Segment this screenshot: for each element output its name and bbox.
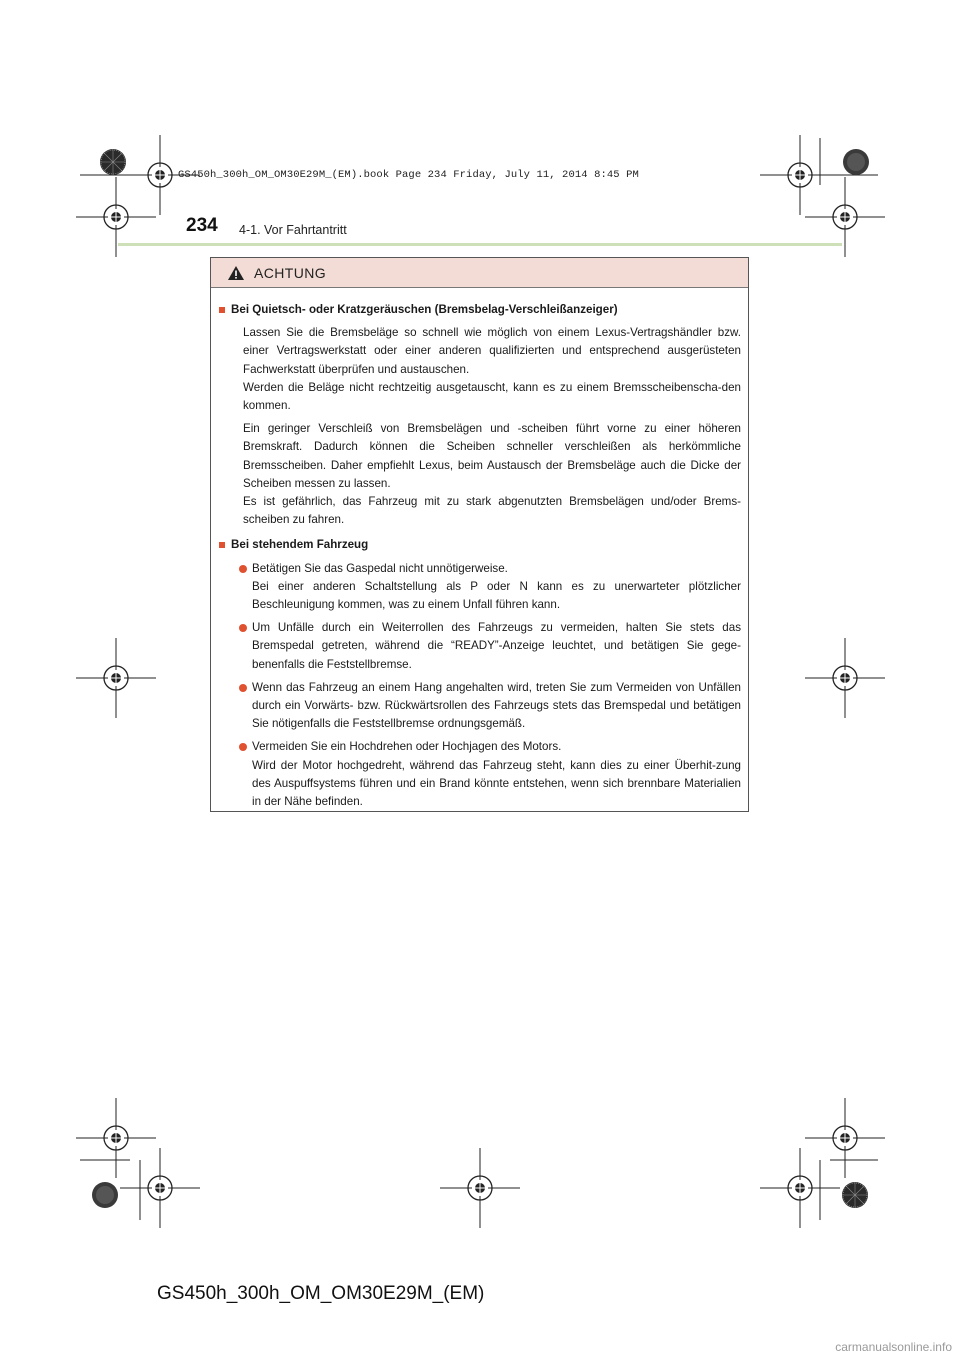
section-title: 4-1. Vor Fahrtantritt <box>239 223 347 237</box>
item-heading <box>219 301 741 319</box>
page-number: 234 <box>186 215 218 236</box>
print-header: GS450h_300h_OM_OM30E29M_(EM).book Page 234 Friday, July 11, 2014 8:45 PM <box>178 169 639 181</box>
round-bullet-icon <box>239 624 247 632</box>
warning-body <box>211 288 748 811</box>
square-bullet-icon <box>219 542 225 548</box>
wheel-mark-bottom-right <box>842 1182 868 1208</box>
paragraph: Lassen Sie die Bremsbeläge so schnell wie möglich von einem Lexus-Vertragshändler bzw. einer Vertragswerkstatt oder einer anderen qualifizierten und entsprechend ausgerüsteten Fachwerkstatt überprüfen und austauschen. <box>243 326 741 376</box>
item-heading <box>219 536 741 554</box>
warning-header <box>211 258 748 288</box>
square-bullet-icon <box>219 307 225 313</box>
warning-title: ACHTUNG <box>254 264 327 281</box>
round-bullet-icon <box>239 684 247 692</box>
bullet-text: Um Unfälle durch ein Weiterrollen des Fahrzeugs zu vermeiden, halten Sie stets das Bremspedal getreten, während die “READY”-Anzeige leuchtet, und betätigen Sie gege-benenfalls die Feststellbremse. <box>252 621 741 671</box>
footer-code: GS450h_300h_OM_OM30E29M_(EM) <box>157 1283 485 1304</box>
list-item <box>239 560 741 615</box>
crosshair-mark <box>760 135 840 215</box>
item-title: Bei Quietsch- oder Kratzgeräuschen (Bremsbelag-Verschleißanzeiger) <box>231 303 618 316</box>
crosshair-mark <box>440 1148 520 1228</box>
dark-mark-bottom-left <box>92 1182 118 1208</box>
bullet-text: Betätigen Sie das Gaspedal nicht unnötigerweise. <box>252 561 508 575</box>
watermark-link[interactable]: carmanualsonline.info <box>835 1340 952 1354</box>
crosshair-mark <box>76 638 156 718</box>
list-item <box>239 679 741 734</box>
crosshair-mark <box>76 1098 156 1178</box>
list-item <box>239 738 741 811</box>
bullet-text: Bei einer anderen Schaltstellung als P oder N kann es zu unerwarteter plötzlicher Beschleunigung kommen, was zu einem Unfall führen kann. <box>252 579 741 612</box>
round-bullet-icon <box>239 565 247 573</box>
item-title: Bei stehendem Fahrzeug <box>231 538 369 552</box>
dark-mark-top-right <box>843 149 869 175</box>
crosshair-mark <box>805 638 885 718</box>
paragraph: Ein geringer Verschleiß von Bremsbelägen und -scheiben führt vorne zu einer höheren Bremskraft. Dadurch können die Scheiben schneller verschleißen als herkömmliche Bremsscheiben. Daher empfiehlt Lexus, beim Austausch der Bremsbeläge auch die Dicke der Scheiben messen zu lassen. <box>243 422 741 490</box>
crosshair-mark <box>120 1148 200 1228</box>
crosshair-mark <box>805 1098 885 1178</box>
list-item <box>239 619 741 674</box>
crosshair-mark <box>760 1148 840 1228</box>
bullet-text: Wenn das Fahrzeug an einem Hang angehalten wird, treten Sie zum Vermeiden von Unfällen durch ein Vorwärts- bzw. Rückwärtsrollen des Fahrzeugs stets das Bremspedal und betätigen Sie nötigenfalls die Feststellbremse ordnungsgemäß. <box>252 680 741 731</box>
wheel-mark-top-left <box>100 149 126 175</box>
warning-triangle-icon <box>227 265 245 281</box>
paragraph: Werden die Beläge nicht rechtzeitig ausgetauscht, kann es zu einem Bremsscheibenscha-den kommen. <box>243 380 741 413</box>
warning-box <box>210 257 749 812</box>
paragraph: Es ist gefährlich, das Fahrzeug mit zu stark abgenutzten Bremsbelägen und/oder Brems-scheiben zu fahren. <box>243 495 741 527</box>
bullet-text: Vermeiden Sie ein Hochdrehen oder Hochjagen des Motors. <box>252 740 562 754</box>
round-bullet-icon <box>239 743 247 751</box>
bullet-text: Wird der Motor hochgedreht, während das Fahrzeug steht, kann dies zu einer Überhit-zung des Auspuffsystems führen und ein Brand könnte entstehen, wenn sich brennbare Materialien in der Nähe befinden. <box>252 758 741 809</box>
header-rule <box>118 243 842 246</box>
